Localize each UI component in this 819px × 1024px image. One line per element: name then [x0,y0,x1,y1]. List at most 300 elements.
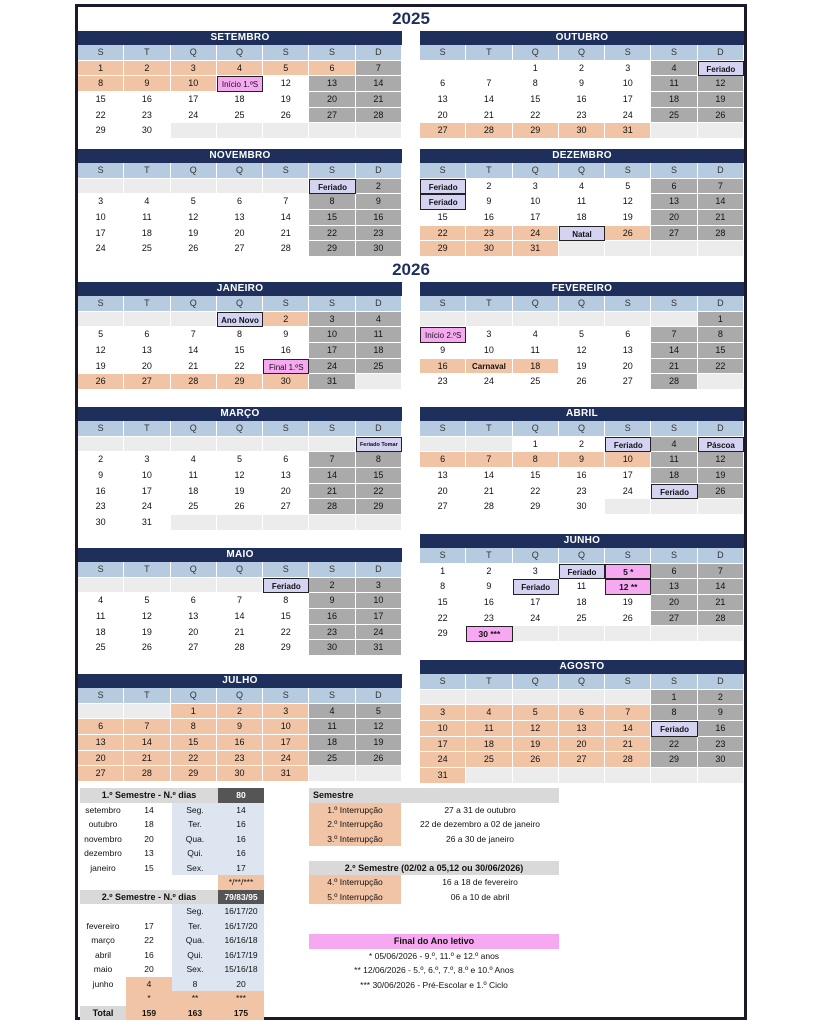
day-cell: 22 [420,226,466,242]
weekday-header: T [124,296,170,312]
day-cell: 14 [466,468,512,484]
day-cell: 11 [124,210,170,226]
day-cell: 18 [356,343,402,359]
weekday-header: S [420,296,466,312]
day-cell: 15 [217,343,263,359]
day-cell: 16 [309,609,355,625]
day-cell: 20 [651,595,697,611]
day-cell: 21 [356,92,402,108]
day-cell: 28 [698,226,744,242]
day-cell: 21 [466,108,512,124]
day-cell: 17 [263,735,309,751]
day-cell: 5 [559,327,605,343]
weekday-header: Q [217,163,263,179]
day-cell: 10 [605,76,651,92]
weekday-header: D [698,296,744,312]
day-cell: 11 [466,721,512,737]
day-cell: Feriado [309,179,355,195]
day-cell: 7 [217,593,263,609]
day-cell: Feriado [420,179,466,195]
stats-cell: outubro [88,819,118,829]
day-cell: 23 [124,108,170,124]
day-cell: 2 [263,312,309,328]
day-cell: 30 [559,499,605,515]
day-cell: 17 [513,595,559,611]
day-cell: 22 [263,625,309,641]
day-cell: 18 [124,226,170,242]
day-cell: 2 [559,61,605,77]
stats-cell: 16 [218,817,264,832]
weekday-header: Q [513,163,559,179]
day-cell: 31 [513,241,559,257]
day-cell: 29 [420,626,466,642]
day-cell: 6 [263,452,309,468]
day-cell: 1 [171,704,217,720]
day-cell: 2 [217,704,263,720]
day-cell: 17 [605,468,651,484]
stats-cell: 20 [144,833,154,844]
day-cell: 4 [171,452,217,468]
weekday-header: Q [559,421,605,437]
day-cell: 11 [78,609,124,625]
weekday-header: T [466,296,512,312]
day-cell: 18 [513,359,559,375]
day-cell: 26 [263,108,309,124]
day-cell: 13 [420,468,466,484]
day-cell: 28 [466,123,512,139]
weekday-header: D [698,163,744,179]
break-dates: 27 a 31 de outubro [444,804,516,815]
day-cell: 14 [217,609,263,625]
day-cell: 21 [124,751,170,767]
day-cell: 9 [559,76,605,92]
weekday-header: T [124,421,170,437]
day-cell: 2 [309,578,355,594]
day-cell: 16 [420,359,466,375]
weekday-header: Q [171,45,217,61]
day-cell: 19 [698,92,744,108]
month-title: FEVEREIRO [420,282,744,296]
day-cell: 26 [78,374,124,390]
day-cell: 22 [171,751,217,767]
weekday-header: S [309,296,355,312]
day-cell: 4 [466,705,512,721]
weekday-header: Q [559,296,605,312]
day-cell: 20 [605,359,651,375]
day-cell: 8 [78,76,124,92]
day-cell: 3 [513,179,559,195]
day-cell: 24 [420,752,466,768]
day-cell: 20 [309,92,355,108]
month-title: MAIO [78,548,402,562]
day-cell: 12 [605,194,651,210]
weekday-header: S [78,562,124,578]
day-cell: 14 [466,92,512,108]
day-cell: 21 [263,226,309,242]
day-cell: 19 [263,92,309,108]
day-cell: 30 [698,752,744,768]
stats-cell: Ter. [172,817,218,832]
day-cell: 5 [217,452,263,468]
day-cell: 25 [356,359,402,375]
weekday-header: S [309,562,355,578]
weekday-header: S [651,421,697,437]
day-cell: 26 [605,226,651,242]
weekday-header: Q [513,296,559,312]
day-cell: 16 [466,595,512,611]
weekday-header: Q [559,45,605,61]
day-cell: 6 [559,705,605,721]
day-cell: 21 [698,595,744,611]
day-cell: 14 [356,76,402,92]
stats-cell [80,904,126,919]
stats-cell: Qua. [172,933,218,948]
day-cell: 13 [651,579,697,595]
day-cell: 2 [466,179,512,195]
day-cell: 11 [559,579,605,595]
semester2-total: 79/83/95 [218,890,264,905]
stats-cell: 15/16/18 [218,962,264,977]
day-cell: 18 [171,484,217,500]
stats-cell: Sex. [172,861,218,876]
stats-cell: 16/17/20 [218,904,264,919]
break-label: 5.º Interrupção [309,890,401,905]
day-cell: 10 [513,194,559,210]
day-cell: 3 [420,705,466,721]
days-count-table [78,7,744,1017]
weekday-header: D [356,45,402,61]
day-cell: 16 [559,468,605,484]
day-cell: 3 [171,61,217,77]
day-cell: 24 [466,374,512,390]
day-cell: 5 [513,705,559,721]
day-cell: 8 [420,579,466,595]
weekday-header: S [605,421,651,437]
break-dates: 26 a 30 de janeiro [445,833,515,844]
day-cell: 17 [513,210,559,226]
stats-cell: dezembro [84,848,122,858]
day-cell: 30 [78,515,124,531]
day-cell: 28 [124,766,170,782]
stats-cell: Qua. [172,832,218,847]
day-cell: 30 [263,374,309,390]
day-cell: 15 [171,735,217,751]
day-cell: 10 [309,327,355,343]
stats-cell: Qui. [172,948,218,963]
day-cell: 22 [356,484,402,500]
day-cell: 10 [605,452,651,468]
day-cell: 19 [124,625,170,641]
day-cell: 20 [559,737,605,753]
day-cell: 13 [309,76,355,92]
day-cell: 29 [217,374,263,390]
day-cell: 13 [124,343,170,359]
day-cell: 19 [78,359,124,375]
day-cell: 24 [605,108,651,124]
day-cell: 13 [217,210,263,226]
day-cell: 1 [78,61,124,77]
weekday-header: D [698,674,744,690]
day-cell: 1 [420,564,466,580]
day-cell: 3 [513,564,559,580]
calendar-frame [75,4,747,1020]
year-title-2025: 2025 [392,9,430,28]
weekday-header: S [309,163,355,179]
weekday-header: S [605,45,651,61]
stats-cell: setembro [85,804,121,815]
day-cell: 15 [263,609,309,625]
day-cell: 15 [309,210,355,226]
weekday-header: T [466,163,512,179]
weekday-header: S [263,562,309,578]
day-cell: 8 [356,452,402,468]
day-cell: 4 [513,327,559,343]
stats-cell: Sex. [172,962,218,977]
weekday-header: Q [559,674,605,690]
day-cell: 6 [420,452,466,468]
weekday-header: S [605,296,651,312]
semester2-title: 2.º Semestre - N.º dias [80,890,218,905]
day-cell: 10 [420,721,466,737]
weekday-header: Q [513,548,559,564]
stats-cell: 22 [144,935,154,945]
day-cell: 30 [124,123,170,139]
day-cell: 11 [356,327,402,343]
day-cell: 17 [309,343,355,359]
day-cell: Feriado [651,721,697,737]
day-cell: 12 [263,76,309,92]
day-cell: 6 [605,327,651,343]
weekday-header: S [309,45,355,61]
day-cell: 4 [559,179,605,195]
day-cell: 15 [356,468,402,484]
day-cell: 26 [171,241,217,257]
day-cell: Feriado [559,564,605,580]
stats-cell: março [91,935,115,945]
day-cell: 5 [124,593,170,609]
day-cell: 12 [513,721,559,737]
day-cell: 27 [420,123,466,139]
day-cell: 5 [171,194,217,210]
day-cell: 8 [513,76,559,92]
day-cell: 8 [171,719,217,735]
stats-cell: 16 [218,832,264,847]
day-cell: Feriado [698,61,744,77]
day-cell: 19 [698,468,744,484]
day-cell: 29 [356,499,402,515]
day-cell: 15 [78,92,124,108]
day-cell: 25 [217,108,263,124]
day-cell: 30 [356,241,402,257]
day-cell: 21 [217,625,263,641]
weekday-header: S [420,45,466,61]
day-cell: 27 [78,766,124,782]
day-cell: 10 [466,343,512,359]
semester1-total: 80 [218,788,264,803]
day-cell: 12 [698,76,744,92]
day-cell: 23 [466,611,512,627]
day-cell: 9 [698,705,744,721]
day-cell: 26 [698,484,744,500]
day-cell: 10 [124,468,170,484]
day-cell: 14 [605,721,651,737]
stats-cell: 13 [144,848,154,858]
weekday-header: S [605,163,651,179]
day-cell: 16 [698,721,744,737]
day-cell: 4 [309,704,355,720]
day-cell: Feriado [420,194,466,210]
day-cell: 6 [651,179,697,195]
day-cell: 30 [466,241,512,257]
day-cell: 16 [559,92,605,108]
stats-cell: 18 [144,819,154,829]
weekday-header: D [698,421,744,437]
stats-cell: 17 [144,920,154,931]
weekday-header: T [466,674,512,690]
stats-cell [126,904,172,919]
day-cell: Feriado [513,579,559,595]
day-cell: 31 [263,766,309,782]
day-cell: Início 2.ºS [420,327,466,343]
day-cell: 2 [124,61,170,77]
stars-label: * [126,991,172,1006]
day-cell: 9 [263,327,309,343]
weekday-header: S [263,688,309,704]
stats-cell: 16/17/19 [218,948,264,963]
day-cell: 25 [78,640,124,656]
day-cell: 5 [263,61,309,77]
total-value: 175 [218,1006,264,1021]
day-cell: 20 [171,625,217,641]
month-title: OUTUBRO [420,31,744,45]
day-cell: 18 [78,625,124,641]
day-cell: 3 [356,578,402,594]
day-cell: 5 [78,327,124,343]
day-cell: 7 [263,194,309,210]
weekday-header: Q [217,296,263,312]
day-cell: 25 [513,374,559,390]
day-cell: 12 ** [605,579,651,595]
stats-cell: 16/16/18 [218,933,264,948]
break-label: 1.º Interrupção [309,803,401,818]
day-cell: 23 [420,374,466,390]
day-cell: 22 [513,484,559,500]
day-cell: 6 [124,327,170,343]
weekday-header: T [124,163,170,179]
breaks-title: Semestre [309,788,559,803]
day-cell: 5 [605,179,651,195]
day-cell: 12 [559,343,605,359]
weekday-header: D [698,45,744,61]
day-cell: 27 [651,226,697,242]
break-dates: 06 a 10 de abril [450,891,510,902]
day-cell: 24 [263,751,309,767]
day-cell: 25 [171,499,217,515]
day-cell: 13 [605,343,651,359]
weekday-header: S [420,674,466,690]
day-cell: 10 [356,593,402,609]
day-cell: 7 [171,327,217,343]
day-cell: 26 [513,752,559,768]
day-cell: 28 [171,374,217,390]
day-cell: 12 [356,719,402,735]
stats-cell: 20 [144,964,154,974]
day-cell: 28 [466,499,512,515]
weekday-header: Q [513,45,559,61]
total-value: 159 [126,1006,172,1021]
day-cell: 18 [651,92,697,108]
day-cell: 8 [263,593,309,609]
break-dates: 16 a 18 de fevereiro [442,877,518,887]
day-cell: 30 [309,640,355,656]
day-cell: 29 [651,752,697,768]
day-cell: 26 [217,499,263,515]
day-cell: 13 [263,468,309,484]
weekday-header: S [263,163,309,179]
month-title: MARÇO [78,407,402,421]
day-cell: 7 [698,179,744,195]
day-cell: 19 [171,226,217,242]
day-cell: 1 [698,312,744,328]
day-cell: 2 [559,437,605,453]
day-cell: 7 [651,327,697,343]
day-cell: 16 [466,210,512,226]
day-cell: 8 [513,452,559,468]
month-title: AGOSTO [420,660,744,674]
day-cell: 4 [124,194,170,210]
day-cell: 14 [698,579,744,595]
weekday-header: S [78,688,124,704]
day-cell: 29 [513,499,559,515]
weekday-header: S [651,45,697,61]
day-cell: 15 [420,210,466,226]
day-cell: 20 [651,210,697,226]
weekday-header: D [356,421,402,437]
day-cell: 27 [263,499,309,515]
day-cell: 21 [309,484,355,500]
day-cell: 6 [217,194,263,210]
day-cell: 20 [78,751,124,767]
day-cell: 3 [124,452,170,468]
final-line: * 05/06/2026 - 9.º, 11.º e 12.º anos [368,950,500,961]
day-cell: 24 [171,108,217,124]
day-cell: 20 [124,359,170,375]
day-cell: 17 [356,609,402,625]
break-label: 2.º Interrupção [309,817,401,832]
day-cell: 27 [651,611,697,627]
weekday-header: S [605,548,651,564]
month-title: DEZEMBRO [420,149,744,163]
day-cell: 18 [559,210,605,226]
day-cell: 9 [217,719,263,735]
day-cell: 23 [466,226,512,242]
day-cell: 7 [605,705,651,721]
month-title: NOVEMBRO [78,149,402,163]
day-cell: 10 [171,76,217,92]
day-cell: 24 [309,359,355,375]
break-label: 3.º Interrupção [309,832,401,847]
day-cell: 29 [263,640,309,656]
day-cell: 23 [559,484,605,500]
day-cell: 2 [356,179,402,195]
break-dates: 22 de dezembro a 02 de janeiro [419,819,541,829]
day-cell: 12 [698,452,744,468]
day-cell: 29 [309,241,355,257]
day-cell: 15 [420,595,466,611]
day-cell: 23 [217,751,263,767]
day-cell: 3 [309,312,355,328]
day-cell: 14 [651,343,697,359]
